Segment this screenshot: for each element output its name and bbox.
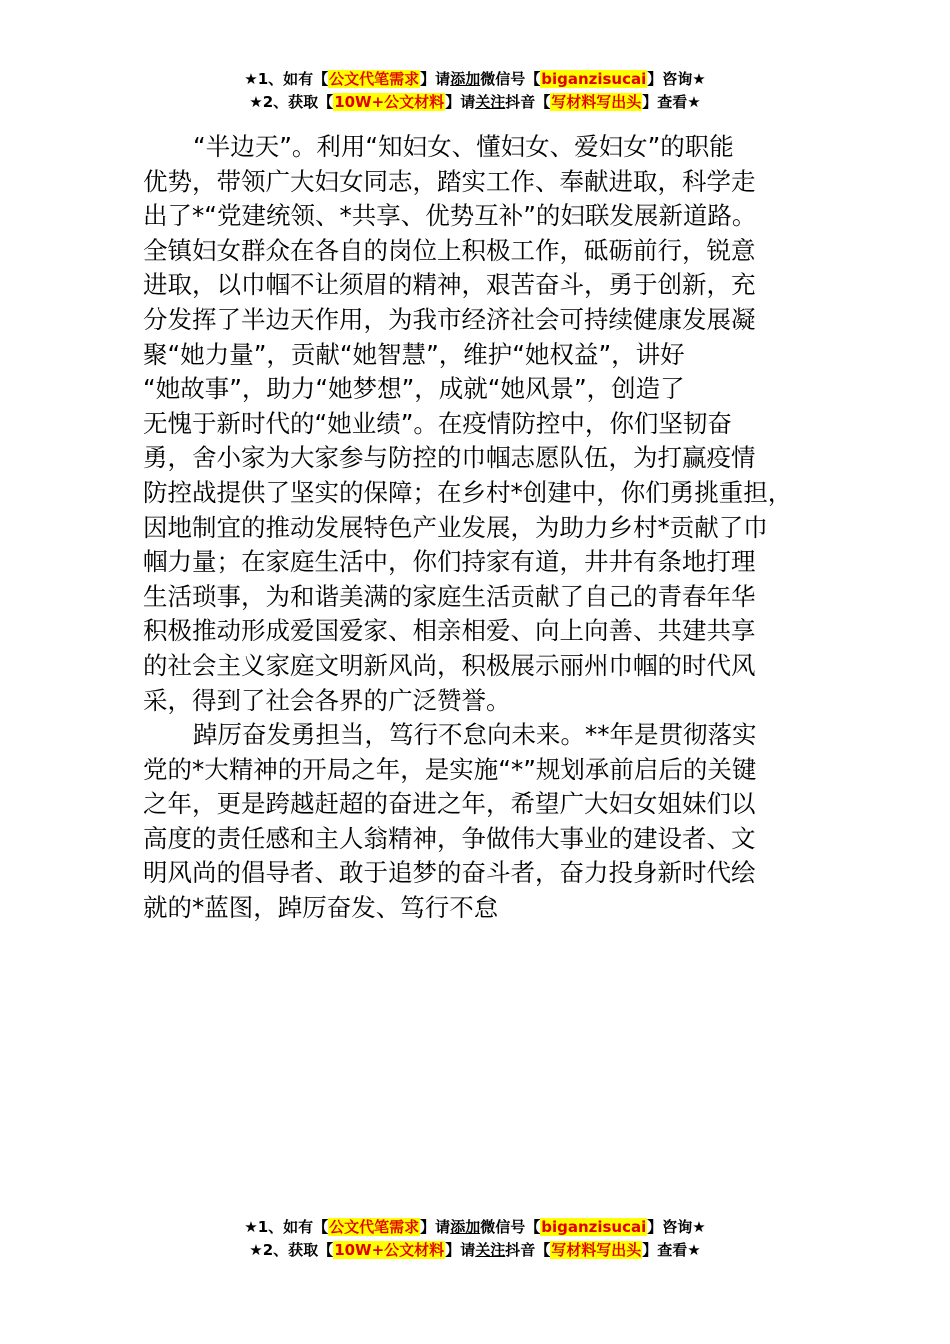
follow-emphasis: 关注 xyxy=(475,1241,506,1259)
service-highlight: 公文代笔需求 xyxy=(329,1218,420,1236)
body-line: 高度的责任感和主人翁精神，争做伟大事业的建设者、文 xyxy=(143,823,756,853)
header-line-2-suffix: 】查看★ xyxy=(642,93,701,111)
follow-emphasis: 关注 xyxy=(475,93,506,111)
header-line-1 xyxy=(0,68,950,91)
footer-line-1-middle: 】请 xyxy=(420,1218,451,1236)
footer-line-1-prefix: ★1、如有【 xyxy=(244,1218,329,1236)
materials-highlight: 10W+公文材料 xyxy=(334,1241,445,1259)
body-line: 防控战提供了坚实的保障；在乡村*创建中，你们勇挑重担， xyxy=(143,477,793,507)
service-highlight: 公文代笔需求 xyxy=(329,70,420,88)
body-line: 的社会主义家庭文明新风尚，积极展示丽州巾帼的时代风 xyxy=(143,650,756,680)
body-line: 帼力量；在家庭生活中，你们持家有道，井井有条地打理 xyxy=(143,547,756,577)
materials-highlight: 10W+公文材料 xyxy=(334,93,445,111)
body-line: 优势，带领广大妇女同志，踏实工作、奉献进取，科学走 xyxy=(143,166,756,196)
footer-line-2-prefix: ★2、获取【 xyxy=(249,1241,334,1259)
body-line: 采，得到了社会各界的广泛赞誉。 xyxy=(143,685,511,715)
paragraph-2-first-line: 踔厉奋发勇担当，笃行不怠向未来。**年是贯彻落实 xyxy=(193,720,757,750)
body-line: 因地制宜的推动发展特色产业发展，为助力乡村*贡献了巾 xyxy=(143,512,768,542)
body-line: 聚“她力量”，贡献“她智慧”，维护“她权益”，讲好 xyxy=(143,339,685,369)
wechat-id-highlight: biganzisucai xyxy=(541,1218,647,1236)
footer-line-2-suffix: 】查看★ xyxy=(642,1241,701,1259)
body-line: 明风尚的倡导者、敢于追梦的奋斗者，奋力投身新时代绘 xyxy=(143,858,756,888)
header-line-2-prefix: ★2、获取【 xyxy=(249,93,334,111)
body-line: 无愧于新时代的“她业绩”。在疫情防控中，你们坚韧奋 xyxy=(143,408,732,438)
header-line-1-middle: 】请 xyxy=(420,70,451,88)
body-line: “半边天”。利用“知妇女、懂妇女、爱妇女”的职能 xyxy=(193,132,734,161)
body-line: 生活琐事，为和谐美满的家庭生活贡献了自己的青春年华 xyxy=(143,581,756,611)
body-line: 全镇妇女群众在各自的岗位上积极工作，砥砺前行，锐意 xyxy=(143,235,756,265)
header-banner xyxy=(0,68,950,114)
header-line-1-suffix: 】咨询★ xyxy=(647,70,706,88)
header-line-2 xyxy=(0,91,950,114)
header-line-2-middle: 】请 xyxy=(445,93,476,111)
header-line-1-prefix: ★1、如有【 xyxy=(244,70,329,88)
body-line: 党的*大精神的开局之年，是实施“*”规划承前启后的关键 xyxy=(143,754,757,784)
header-line-1-middle-2: 微信号【 xyxy=(480,70,541,88)
douyin-account-highlight: 写材料写出头 xyxy=(551,93,642,111)
body-line: 分发挥了半边天作用，为我市经济社会可持续健康发展凝 xyxy=(143,304,756,334)
douyin-account-highlight: 写材料写出头 xyxy=(551,1241,642,1259)
add-emphasis: 添加 xyxy=(450,1218,481,1236)
wechat-id-highlight: biganzisucai xyxy=(541,70,647,88)
footer-line-2 xyxy=(0,1239,950,1262)
body-line: 积极推动形成爱国爱家、相亲相爱、向上向善、共建共享 xyxy=(143,616,756,646)
body-line: 就的*蓝图，踔厉奋发、笃行不怠 xyxy=(143,893,499,923)
body-line: 之年，更是跨越赶超的奋进之年，希望广大妇女姐妹们以 xyxy=(143,789,756,819)
footer-line-2-middle: 】请 xyxy=(445,1241,476,1259)
body-line: “她故事”，助力“她梦想”，成就“她风景”，创造了 xyxy=(143,374,685,404)
footer-line-2-middle-2: 抖音【 xyxy=(505,1241,551,1259)
body-line: 勇，舍小家为大家参与防控的巾帼志愿队伍，为打赢疫情 xyxy=(143,443,756,473)
footer-line-1-middle-2: 微信号【 xyxy=(480,1218,541,1236)
document-body xyxy=(143,130,833,926)
footer-banner xyxy=(0,1216,950,1262)
add-emphasis: 添加 xyxy=(450,70,481,88)
body-line: 进取，以巾帼不让须眉的精神，艰苦奋斗，勇于创新，充 xyxy=(143,270,756,300)
footer-line-1-suffix: 】咨询★ xyxy=(647,1218,706,1236)
header-line-2-middle-2: 抖音【 xyxy=(505,93,551,111)
footer-line-1 xyxy=(0,1216,950,1239)
body-line: 出了*“党建统领、*共享、优势互补”的妇联发展新道路。 xyxy=(143,201,757,231)
